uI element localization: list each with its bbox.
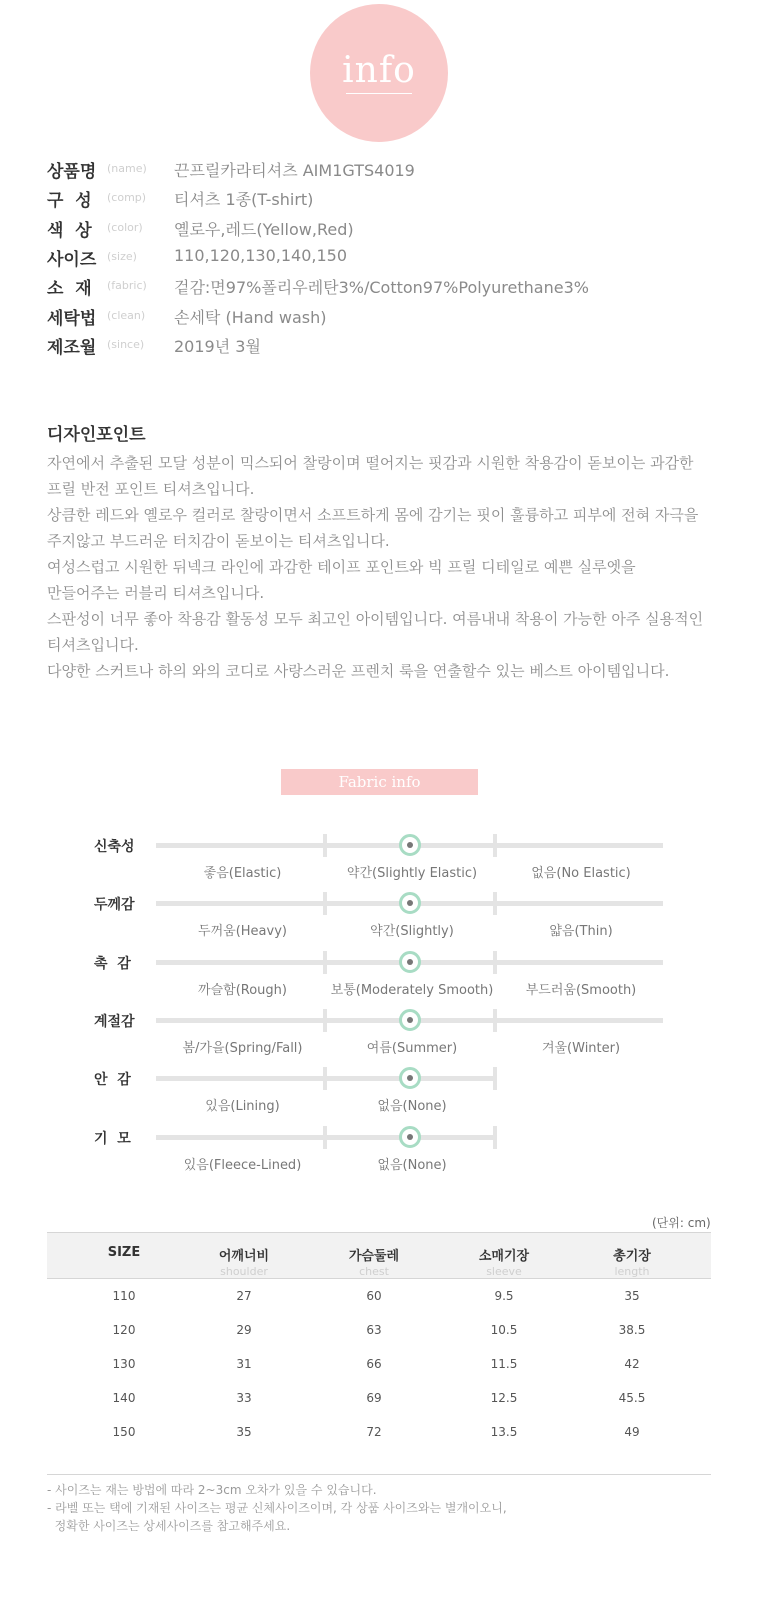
table-cell: 11.5 [490, 1357, 518, 1371]
fabric-scale-label: 기 모 [94, 1130, 131, 1147]
fabric-scale-marker-dot [407, 842, 413, 848]
table-cell: 42 [624, 1357, 640, 1371]
size-table-bottom-border [47, 1474, 711, 1475]
col-header-ko: 소매기장 [478, 1249, 530, 1264]
col-header-ko: 가슴둘레 [348, 1249, 400, 1264]
table-cell: 69 [366, 1391, 382, 1405]
fabric-scale-row [0, 838, 780, 888]
design-point-line: 스판성이 너무 좋아 착용감 활동성 모두 최고인 아이템입니다. 여름내내 착용이 가능한 아주 실용적인 [47, 610, 704, 628]
fabric-scale-tick [323, 1009, 327, 1032]
fabric-scale-row [0, 896, 780, 946]
fabric-scale-row [0, 955, 780, 1005]
table-cell: 35 [624, 1289, 640, 1303]
fabric-scale-tick [493, 892, 497, 915]
size-note-line: - 사이즈는 재는 방법에 따라 2~3cm 오차가 있을 수 있습니다. [47, 1483, 377, 1497]
size-table-col-header [184, 1245, 304, 1278]
fabric-option-label: 두꺼움(Heavy) [198, 924, 287, 940]
spec-sublabel: (name) [107, 162, 147, 175]
table-cell: 35 [236, 1425, 252, 1439]
design-point-line: 티셔츠입니다. [47, 636, 139, 654]
table-cell: 63 [366, 1323, 382, 1337]
spec-sublabel: (comp) [107, 191, 147, 205]
fabric-option-label: 부드러움(Smooth) [525, 982, 637, 998]
spec-label: 소 재 [47, 279, 92, 300]
col-header-ko: 어깨너비 [218, 1249, 270, 1264]
fabric-option-label: 없음(None) [377, 1157, 447, 1173]
table-row [47, 1417, 711, 1451]
fabric-scale-tick [323, 1126, 327, 1149]
spec-sublabel: (color) [107, 220, 143, 234]
fabric-scale-marker-dot [407, 900, 413, 906]
fabric-scale-marker-dot [407, 1075, 413, 1081]
fabric-scale-marker [399, 1067, 421, 1089]
table-cell: 27 [236, 1289, 252, 1303]
spec-value: 끈프릴카라티셔츠 AIM1GTS4019 [174, 161, 415, 180]
table-row [47, 1349, 711, 1383]
table-cell: 120 [112, 1323, 136, 1337]
spec-sublabel: (fabric) [107, 279, 147, 293]
size-table-col-header [314, 1245, 434, 1278]
table-cell: 38.5 [618, 1323, 646, 1337]
fabric-scale-marker-dot [407, 959, 413, 965]
spec-sublabel: (clean) [107, 308, 146, 322]
fabric-scale-marker-dot [407, 1134, 413, 1140]
table-cell: 72 [366, 1425, 382, 1439]
spec-label: 제조월 [47, 337, 97, 358]
design-point-line: 만들어주는 러블리 티셔츠입니다. [47, 584, 265, 602]
info-badge-label: info [342, 50, 416, 91]
fabric-option-label: 까슬함(Rough) [198, 982, 287, 998]
fabric-scale-row [0, 1130, 780, 1180]
table-cell: 66 [366, 1357, 382, 1371]
design-point-title: 디자인포인트 [47, 425, 146, 445]
spec-sublabel: (since) [107, 337, 145, 351]
fabric-option-label: 있음(Lining) [205, 1099, 280, 1115]
table-cell: 60 [366, 1289, 382, 1303]
fabric-option-label: 얇음(Thin) [549, 924, 613, 940]
fabric-scale-label: 계절감 [94, 1013, 135, 1030]
table-cell: 150 [112, 1425, 136, 1439]
table-cell: 9.5 [494, 1289, 514, 1303]
spec-label: 사이즈 [47, 249, 97, 270]
spec-value: 손세탁 (Hand wash) [174, 307, 327, 327]
table-row [47, 1383, 711, 1417]
design-point-line: 상큼한 레드와 옐로우 컬러로 찰랑이면서 소프트하게 몸에 감기는 핏이 훌륭하고 피부에 전혀 자극을 [47, 506, 699, 524]
fabric-option-label: 봄/가을(Spring/Fall) [182, 1040, 303, 1056]
fabric-scale-marker [399, 834, 421, 856]
info-badge [310, 4, 448, 142]
size-table-header [47, 1232, 711, 1279]
col-header-ko: 총기장 [613, 1249, 651, 1264]
fabric-option-label: 겨울(Winter) [541, 1040, 621, 1056]
spec-label: 상품명 [47, 162, 97, 182]
design-point-line: 주지않고 부드러운 터치감이 돋보이는 티셔츠입니다. [47, 532, 390, 550]
fabric-option-label: 없음(None) [377, 1099, 447, 1115]
fabric-scale-tick [493, 951, 497, 974]
spec-label: 색 상 [47, 220, 92, 241]
table-cell: 12.5 [490, 1391, 518, 1405]
fabric-scale-row [0, 1013, 780, 1063]
table-cell: 33 [236, 1391, 252, 1405]
fabric-scale-label: 두께감 [94, 897, 135, 914]
fabric-option-label: 없음(No Elastic) [531, 866, 631, 881]
col-header-ko: SIZE [107, 1245, 141, 1260]
design-point-line: 다양한 스커트나 하의 와의 코디로 사랑스러운 프렌치 룩을 연출할수 있는 베스트 아이템입니다. [47, 662, 670, 680]
table-cell: 29 [236, 1323, 252, 1337]
info-badge-underline [346, 93, 412, 94]
fabric-scale-tick [493, 1009, 497, 1032]
table-cell: 130 [112, 1357, 136, 1371]
fabric-scale-marker [399, 951, 421, 973]
spec-value: 겉감:면97%폴리우레탄3%/Cotton97%Polyurethane3% [174, 278, 589, 298]
spec-value: 2019년 3월 [174, 336, 261, 356]
col-header-en: length [614, 1265, 650, 1278]
col-header-en: sleeve [486, 1265, 522, 1278]
table-cell: 49 [624, 1425, 640, 1439]
design-point-line: 여성스럽고 시원한 뒤넥크 라인에 과감한 테이프 포인트와 빅 프릴 디테일로 예쁜 실루엣을 [47, 558, 636, 576]
table-cell: 10.5 [490, 1323, 518, 1337]
fabric-scale-tick [323, 892, 327, 915]
fabric-scale-row [0, 1071, 780, 1121]
fabric-option-label: 여름(Summer) [366, 1040, 458, 1056]
size-unit-label: (단위: cm) [652, 1216, 711, 1230]
fabric-scale-tick [323, 1067, 327, 1090]
table-cell: 110 [112, 1289, 136, 1303]
fabric-scale-marker [399, 892, 421, 914]
table-row [47, 1281, 711, 1315]
size-note-line: 정확한 사이즈는 상세사이즈를 참고해주세요. [47, 1519, 291, 1533]
fabric-option-label: 약간(Slightly Elastic) [346, 866, 478, 881]
fabric-scale-tick [493, 1126, 497, 1149]
fabric-scale-label: 신축성 [94, 839, 135, 855]
fabric-scale-label: 촉 감 [94, 955, 131, 972]
fabric-scale-label: 안 감 [94, 1072, 131, 1089]
spec-value: 티셔츠 1종(T-shirt) [174, 190, 314, 210]
col-header-en: chest [359, 1265, 389, 1278]
fabric-option-label: 좋음(Elastic) [203, 866, 282, 881]
fabric-option-label: 약간(Slightly) [370, 924, 454, 940]
spec-value: 옐로우,레드(Yellow,Red) [174, 219, 354, 239]
fabric-scale-tick [493, 1067, 497, 1090]
col-header-en: shoulder [220, 1265, 268, 1278]
table-cell: 45.5 [618, 1391, 646, 1405]
fabric-option-label: 보통(Moderately Smooth) [330, 982, 494, 998]
fabric-scale-marker [399, 1009, 421, 1031]
fabric-option-label: 있음(Fleece-Lined) [183, 1157, 302, 1173]
fabric-scale-tick [323, 834, 327, 857]
table-cell: 13.5 [490, 1425, 518, 1439]
table-row [47, 1315, 711, 1349]
size-table-col-header [64, 1245, 184, 1261]
spec-sublabel: (size) [107, 249, 137, 263]
table-cell: 140 [112, 1391, 136, 1405]
design-point-line: 자연에서 추출된 모달 성분이 믹스되어 찰랑이며 떨어지는 핏감과 시원한 착용감이 돋보이는 과감한 [47, 454, 694, 472]
spec-label: 세탁법 [47, 308, 97, 329]
table-cell: 31 [236, 1357, 252, 1371]
fabric-info-banner: Fabric info [281, 769, 478, 795]
fabric-scale-marker-dot [407, 1017, 413, 1023]
size-table-col-header [444, 1245, 564, 1278]
fabric-scale-marker [399, 1126, 421, 1148]
size-table-col-header [572, 1245, 692, 1278]
design-point-line: 프릴 반전 포인트 티셔츠입니다. [47, 480, 255, 498]
fabric-scale-tick [323, 951, 327, 974]
fabric-scale-tick [493, 834, 497, 857]
spec-label: 구 성 [47, 191, 92, 212]
size-note-line: - 라벨 또는 택에 기재된 사이즈는 평균 신체사이즈이며, 각 상품 사이즈와는 별개이오니, [47, 1501, 507, 1515]
spec-value: 110,120,130,140,150 [174, 245, 348, 265]
